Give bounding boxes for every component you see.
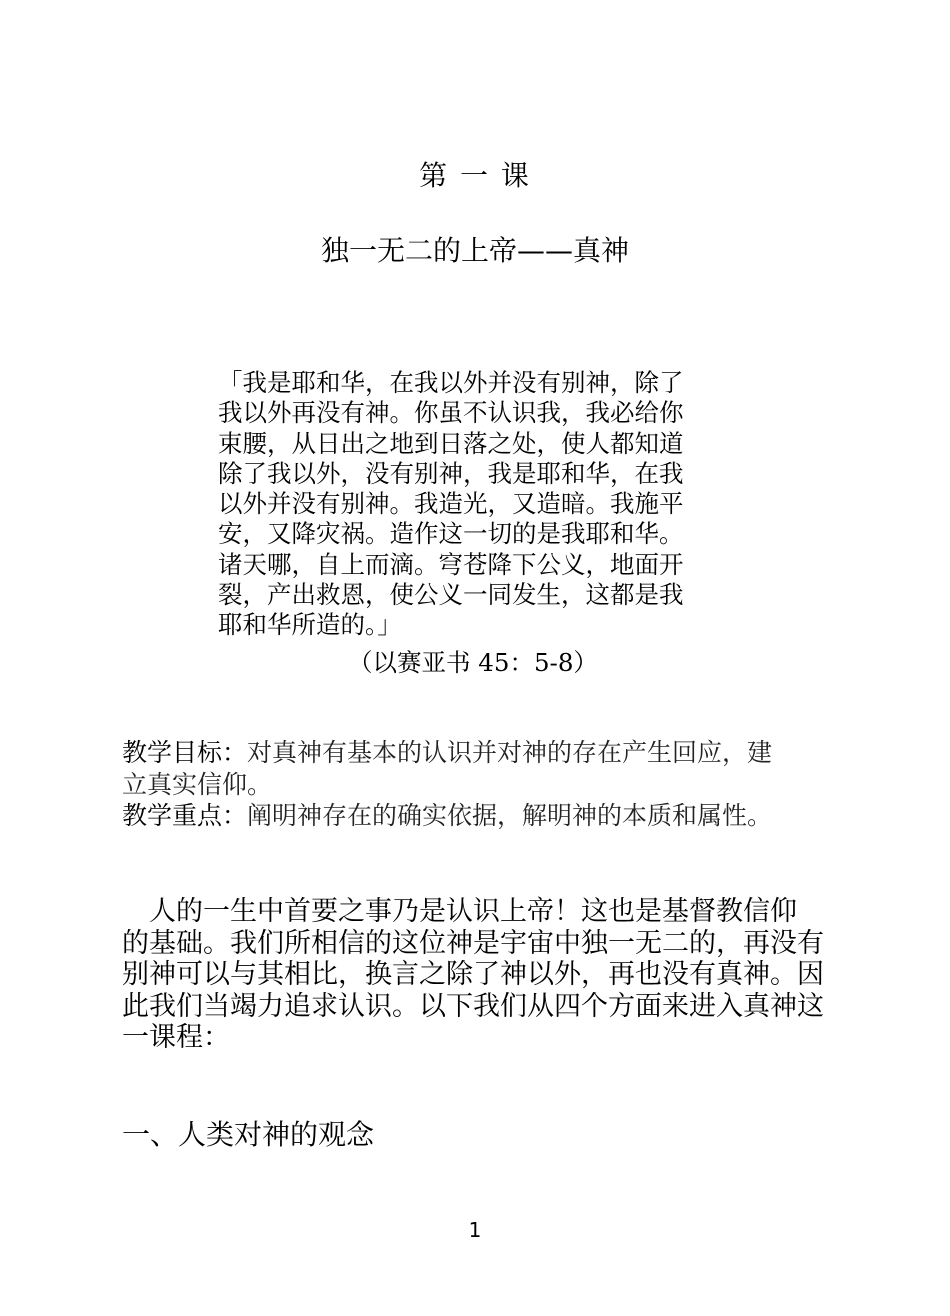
scripture-quote: [218, 368, 738, 641]
focus-label: 教学重点：: [122, 801, 248, 830]
lesson-number: 第 一 课: [419, 159, 531, 192]
scripture-line: 以外并没有别神。我造光，又造暗。我施平: [218, 489, 684, 519]
focus-text: 阐明神存在的确实依据，解明神的本质和属性。: [247, 801, 773, 830]
page-number: 1: [468, 1218, 482, 1242]
scripture-line: 安，又降灾祸。造作这一切的是我耶和华。: [218, 519, 684, 549]
goal-text: 对真神有基本的认识并对神的存在产生回应，建: [247, 738, 773, 767]
scripture-line: 束腰，从日出之地到日落之处，使人都知道: [218, 428, 684, 458]
scripture-line: 「我是耶和华，在我以外并没有别神，除了: [218, 368, 684, 397]
goal-text-continued: 立真实信仰。: [122, 769, 273, 799]
scripture-line: 除了我以外，没有别神，我是耶和华，在我: [218, 458, 684, 488]
intro-line: 一课程：: [122, 1022, 230, 1053]
intro-line: 人的一生中首要之事乃是认识上帝！这也是基督教信仰: [122, 896, 797, 927]
scripture-citation: （以赛亚书 45：5-8）: [348, 648, 598, 677]
scripture-line: 诸天哪，自上而滴。穹苍降下公义，地面开: [218, 549, 684, 579]
focus-row: [122, 800, 842, 832]
intro-paragraph: [122, 896, 842, 1054]
scripture-line: 裂，产出救恩，使公义一同发生，这都是我: [218, 580, 684, 610]
goal-row: [122, 737, 842, 769]
goal-label: 教学目标：: [122, 738, 248, 767]
intro-line: 此我们当竭力追求认识。以下我们从四个方面来进入真神这: [122, 990, 824, 1022]
intro-line: 的基础。我们所相信的这位神是宇宙中独一无二的，再没有: [122, 927, 824, 959]
intro-line: 别神可以与其相比，换言之除了神以外，再也没有真神。因: [122, 959, 824, 990]
scripture-line: 我以外再没有神。你虽不认识我，我必给你: [218, 398, 684, 428]
section-heading: 一、人类对神的观念: [122, 1118, 375, 1151]
teaching-objectives: [122, 737, 842, 832]
goal-row-continued: [122, 769, 842, 801]
scripture-line: 耶和华所造的。」: [218, 610, 402, 640]
lesson-title: 独一无二的上帝——真神: [320, 234, 629, 267]
